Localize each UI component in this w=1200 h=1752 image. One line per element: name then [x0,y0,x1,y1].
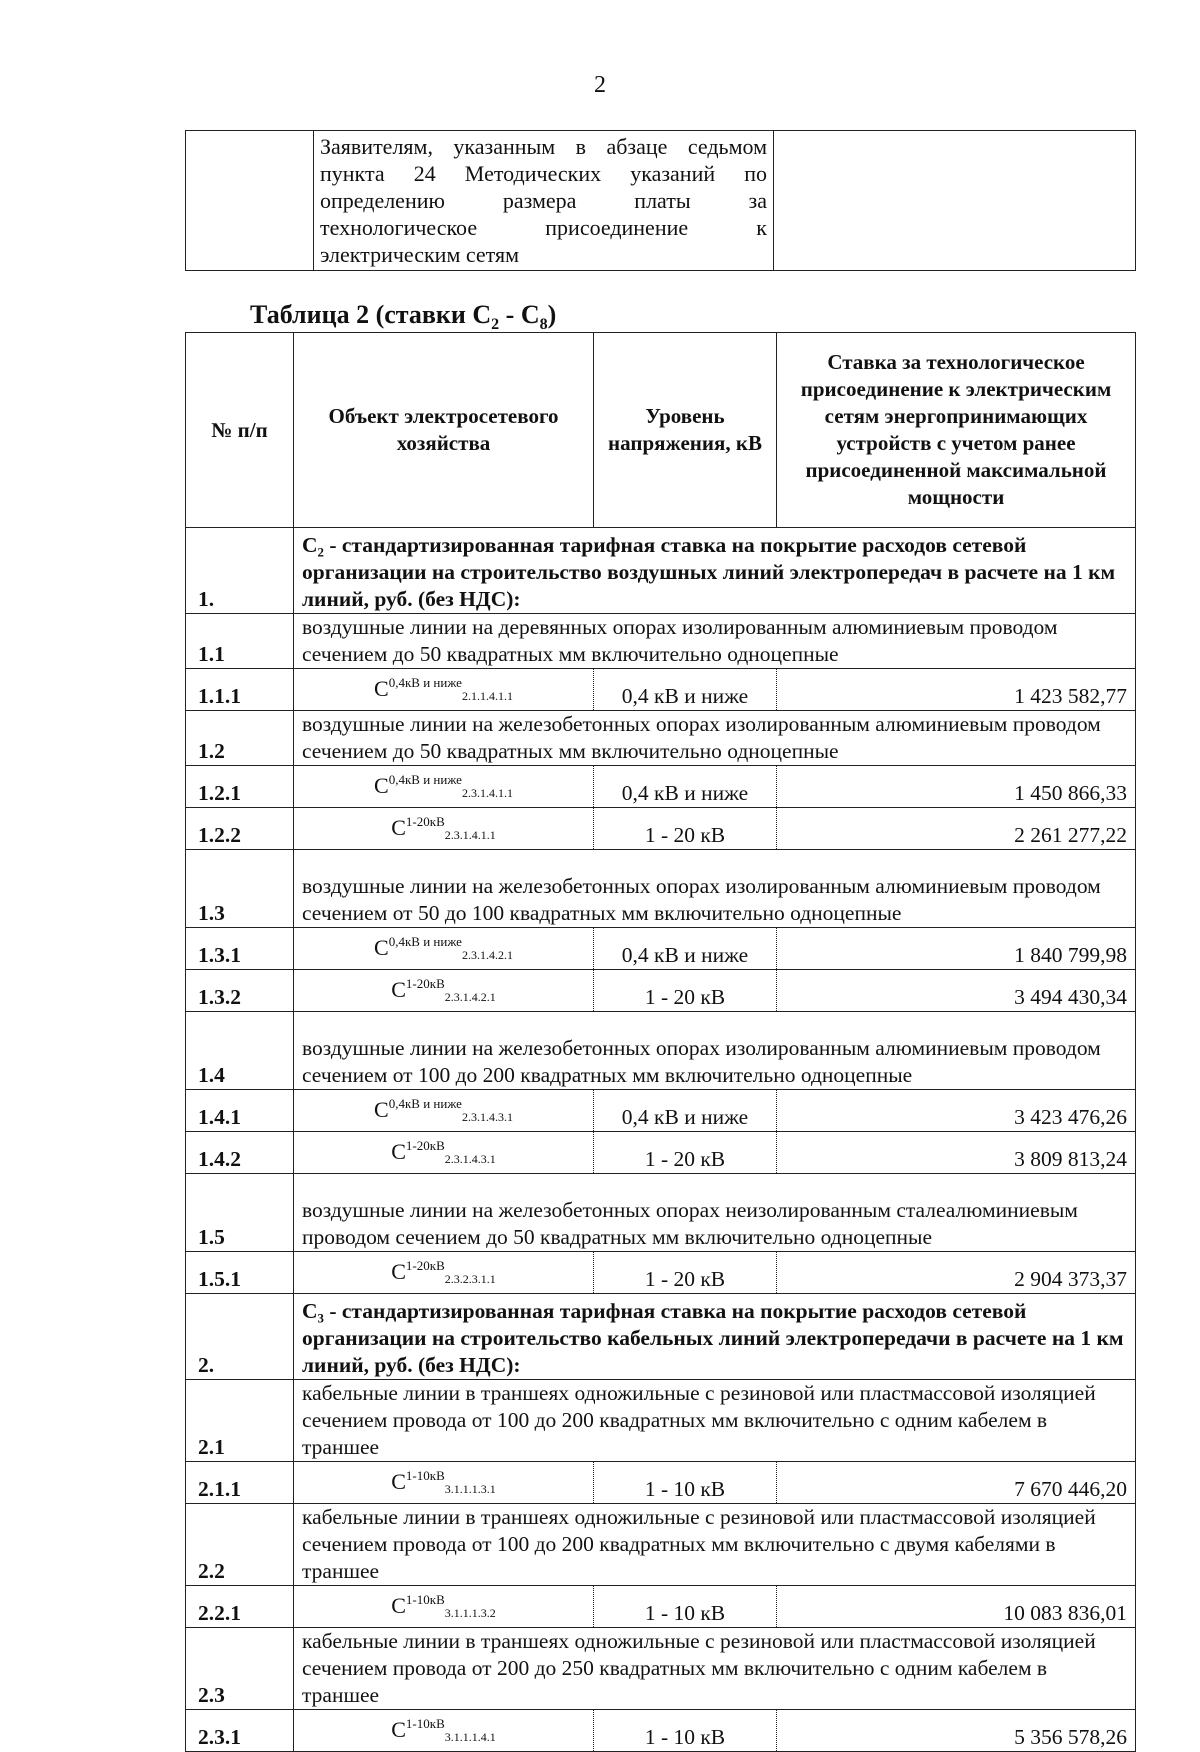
symbol-superscript: 0,4кВ и ниже [388,1096,462,1111]
section-row [186,528,1136,614]
row-number: 1.3.1 [186,928,294,970]
symbol-superscript: 1-20кВ [405,1258,445,1273]
rate-symbol [294,766,594,808]
symbol-base: С [391,1139,406,1164]
voltage-level: 1 - 20 кВ [594,808,777,850]
symbol-superscript: 1-20кВ [405,1138,445,1153]
row-number: 1.4 [186,1012,294,1090]
section-row [186,1294,1136,1380]
row-number: 2.2 [186,1504,294,1586]
rate-symbol [294,1586,594,1628]
intro-line: определению размера платы за [320,188,767,213]
continuation-num-cell [186,131,314,271]
header-rate: Ставка за технологическое присоединение к электрическим сетям энергопринимающих устройств с учетом ранее присоединенной максимальной мощности [777,333,1136,528]
symbol-subscript: 2.3.1.4.3.1 [444,1152,496,1166]
row-number: 1.4.1 [186,1090,294,1132]
voltage-level: 1 - 10 кВ [594,1710,777,1752]
rate-row [186,1132,1136,1174]
symbol-base: С [391,1717,406,1742]
rate-row [186,1090,1136,1132]
group-description: воздушные линии на железобетонных опорах неизолированным сталеалюминиевым проводом сечением до 50 квадратных мм включительно одноцепные [294,1174,1136,1252]
symbol-superscript: 0,4кВ и ниже [388,934,462,949]
rate-symbol [294,669,594,711]
group-row [186,614,1136,669]
symbol-subscript: 2.3.1.4.1.1 [461,786,513,800]
row-number: 1.3 [186,850,294,928]
rate-symbol [294,1710,594,1752]
group-description: воздушные линии на железобетонных опорах изолированным алюминиевым проводом сечением от 50 до 100 квадратных мм включительно одноцепные [294,850,1136,928]
rate-value: 1 840 799,98 [777,928,1136,970]
rate-value: 1 423 582,77 [777,669,1136,711]
symbol-subscript: 3.1.1.1.3.1 [444,1482,496,1496]
table-header-row [186,333,1136,528]
group-row [186,1504,1136,1586]
group-row [186,850,1136,928]
symbol-subscript: 2.3.1.4.3.1 [461,1110,513,1124]
section-description: С₂ - стандартизированная тарифная ставка на покрытие расходов сетевой организации на строительство воздушных линий электропередач в расчете на 1 км линий, руб. (без НДС): [294,528,1136,614]
rate-value: 3 809 813,24 [777,1132,1136,1174]
symbol-subscript: 2.3.2.3.1.1 [444,1272,496,1286]
intro-line: пункта 24 Методических указаний по [320,161,767,186]
rate-value: 5 356 578,26 [777,1710,1136,1752]
rate-value: 3 494 430,34 [777,970,1136,1012]
row-number: 1.3.2 [186,970,294,1012]
table-title: Таблица 2 (ставки $С_2 - С_8$) [250,300,557,334]
row-number: 1. [186,528,294,614]
continuation-row [186,131,1136,271]
symbol-base: С [391,1593,406,1618]
row-number: 1.1.1 [186,669,294,711]
header-num: № п/п [186,333,294,528]
rate-symbol [294,1252,594,1294]
rate-row [186,808,1136,850]
header-voltage: Уровень напряжения, кВ [594,333,777,528]
symbol-superscript: 1-10кВ [405,1716,445,1731]
symbol-superscript: 0,4кВ и ниже [388,675,462,690]
voltage-level: 1 - 20 кВ [594,970,777,1012]
rate-value: 7 670 446,20 [777,1462,1136,1504]
group-description: воздушные линии на железобетонных опорах изолированным алюминиевым проводом сечением до 50 квадратных мм включительно одноцепные [294,711,1136,766]
voltage-level: 0,4 кВ и ниже [594,1090,777,1132]
rate-symbol [294,1090,594,1132]
intro-line: технологическое присоединение к [320,215,767,240]
symbol-superscript: 1-20кВ [405,976,445,991]
intro-line: Заявителям, указанным в абзаце седьмом [320,134,767,159]
continuation-text-cell [314,131,774,271]
group-row [186,1012,1136,1090]
symbol-base: С [391,815,406,840]
rates-table [185,332,1136,1752]
rate-row [186,970,1136,1012]
symbol-base: С [391,977,406,1002]
symbol-base: С [374,773,389,798]
row-number: 2.2.1 [186,1586,294,1628]
group-description: кабельные линии в траншеях одножильные с резиновой или пластмассовой изоляцией сечением провода от 100 до 200 квадратных мм включительно с одним кабелем в траншее [294,1380,1136,1462]
section-description: С₃ - стандартизированная тарифная ставка на покрытие расходов сетевой организации на строительство кабельных линий электропередачи в расчете на 1 км линий, руб. (без НДС): [294,1294,1136,1380]
symbol-superscript: 1-20кВ [405,814,445,829]
symbol-subscript: 2.1.1.4.1.1 [461,689,513,703]
voltage-level: 0,4 кВ и ниже [594,928,777,970]
group-row [186,1628,1136,1710]
voltage-level: 0,4 кВ и ниже [594,669,777,711]
row-number: 2.1 [186,1380,294,1462]
intro-line: электрическим сетям [320,242,520,267]
group-row [186,1174,1136,1252]
rate-row [186,669,1136,711]
symbol-subscript: 2.3.1.4.2.1 [461,948,513,962]
group-row [186,1380,1136,1462]
symbol-subscript: 3.1.1.1.4.1 [444,1730,496,1744]
row-number: 1.2.2 [186,808,294,850]
rate-value: 2 261 277,22 [777,808,1136,850]
rate-value: 3 423 476,26 [777,1090,1136,1132]
continuation-rate-cell [774,131,1136,271]
rate-row [186,766,1136,808]
rate-row [186,1586,1136,1628]
group-description: кабельные линии в траншеях одножильные с резиновой или пластмассовой изоляцией сечением провода от 200 до 250 квадратных мм включительно с одним кабелем в траншее [294,1628,1136,1710]
voltage-level: 1 - 20 кВ [594,1252,777,1294]
row-number: 2.3.1 [186,1710,294,1752]
rate-symbol [294,970,594,1012]
row-number: 1.5 [186,1174,294,1252]
rate-symbol [294,808,594,850]
voltage-level: 1 - 10 кВ [594,1462,777,1504]
symbol-superscript: 0,4кВ и ниже [388,772,462,787]
group-description: воздушные линии на железобетонных опорах изолированным алюминиевым проводом сечением от 100 до 200 квадратных мм включительно одноцепные [294,1012,1136,1090]
row-number: 1.5.1 [186,1252,294,1294]
rate-value: 2 904 373,37 [777,1252,1136,1294]
page-number: 2 [594,72,606,98]
symbol-subscript: 2.3.1.4.1.1 [444,828,496,842]
rate-row [186,928,1136,970]
symbol-base: С [391,1259,406,1284]
rate-symbol [294,1462,594,1504]
symbol-superscript: 1-10кВ [405,1592,445,1607]
row-number: 2. [186,1294,294,1380]
symbol-superscript: 1-10кВ [405,1468,445,1483]
symbol-base: С [374,676,389,701]
symbol-base: С [374,935,389,960]
voltage-level: 0,4 кВ и ниже [594,766,777,808]
voltage-level: 1 - 20 кВ [594,1132,777,1174]
group-row [186,711,1136,766]
rate-value: 10 083 836,01 [777,1586,1136,1628]
group-description: воздушные линии на деревянных опорах изолированным алюминиевым проводом сечением до 50 квадратных мм включительно одноцепные [294,614,1136,669]
symbol-base: С [374,1097,389,1122]
symbol-subscript: 2.3.1.4.2.1 [444,990,496,1004]
row-number: 1.1 [186,614,294,669]
header-object: Объект электросетевого хозяйства [294,333,594,528]
rate-symbol [294,1132,594,1174]
voltage-level: 1 - 10 кВ [594,1586,777,1628]
symbol-subscript: 3.1.1.1.3.2 [444,1606,496,1620]
rate-row [186,1252,1136,1294]
rate-row [186,1462,1136,1504]
row-number: 1.4.2 [186,1132,294,1174]
rate-row [186,1710,1136,1752]
rate-value: 1 450 866,33 [777,766,1136,808]
symbol-base: С [391,1469,406,1494]
group-description: кабельные линии в траншеях одножильные с резиновой или пластмассовой изоляцией сечением провода от 100 до 200 квадратных мм включительно с двумя кабелями в траншее [294,1504,1136,1586]
row-number: 1.2.1 [186,766,294,808]
row-number: 2.1.1 [186,1462,294,1504]
continuation-table [185,130,1136,271]
row-number: 2.3 [186,1628,294,1710]
row-number: 1.2 [186,711,294,766]
rate-symbol [294,928,594,970]
